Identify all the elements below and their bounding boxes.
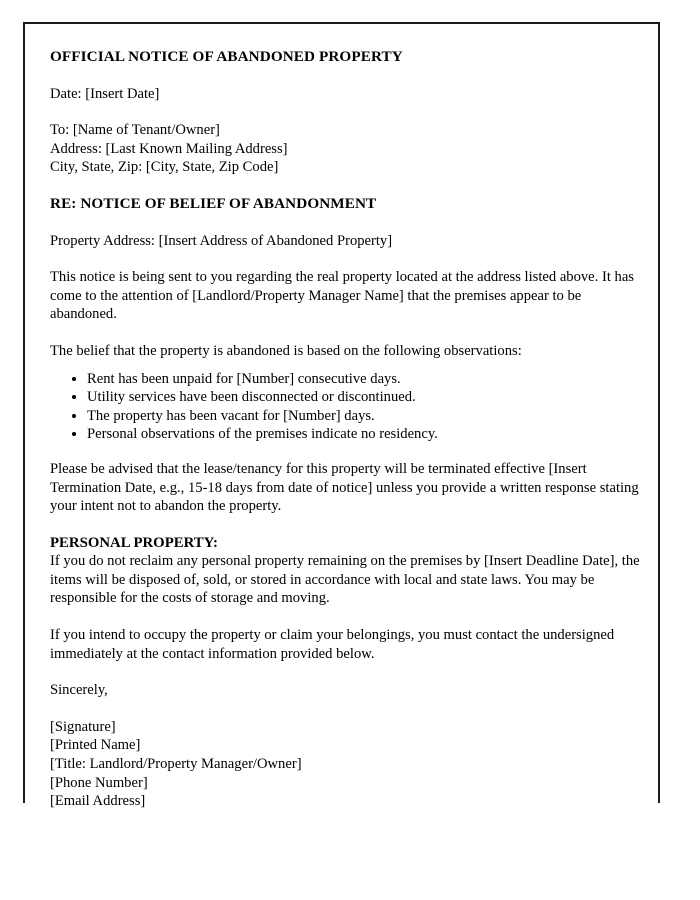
email-address-line: [Email Address] [50,793,146,810]
list-item: • Utility services have been disconnected or discontinued. [87,388,642,407]
printed-name-line: [Printed Name] [50,737,141,754]
recipient-address-line: Address: [Last Known Mailing Address] [50,140,288,157]
personal-property-paragraph: If you do not reclaim any personal property remaining on the premises by [Insert Deadline Date], the items will be disposed of, sold, or stored in accordance with local and state laws. You may be responsible for the costs of storage and moving. [50,553,640,607]
recipient-to-line: To: [Name of Tenant/Owner] [50,122,220,139]
property-address-line: Property Address: [Insert Address of Abandoned Property] [50,232,393,249]
contact-paragraph: If you intend to occupy the property or claim your belongings, you must contact the undersigned immediately at the contact information provided below. [50,627,615,662]
termination-paragraph: Please be advised that the lease/tenancy for this property will be terminated effective [Insert Termination Date, e.g., 15-18 days from date of notice] unless you provide a written response stating your intent not to abandon the property. [50,460,639,515]
list-item: • Rent has been unpaid for [Number] consecutive days. [87,370,642,389]
signature-line: [Signature] [50,718,116,735]
page-title: OFFICIAL NOTICE OF ABANDONED PROPERTY [50,48,403,65]
list-item: • Personal observations of the premises indicate no residency. [87,425,642,444]
recipient-city-state-zip-line: City, State, Zip: [City, State, Zip Code] [50,159,279,176]
observations-list [50,370,642,444]
observations-lead-paragraph: The belief that the property is abandoned is based on the following observations: [50,342,522,359]
title-line: [Title: Landlord/Property Manager/Owner] [50,756,302,773]
signature-block [50,718,642,811]
date-line: Date: [Insert Date] [50,85,160,102]
document-page [23,22,660,810]
closing-line: Sincerely, [50,682,108,699]
list-item: • The property has been vacant for [Number] days. [87,407,642,426]
personal-property-heading: PERSONAL PROPERTY: [50,534,218,551]
phone-number-line: [Phone Number] [50,774,148,791]
intro-paragraph: This notice is being sent to you regarding the real property located at the address listed above. It has come to the attention of [Landlord/Property Manager Name] that the premises appear to be abandoned. [50,269,634,323]
recipient-block [50,121,642,177]
re-subject-heading: RE: NOTICE OF BELIEF OF ABANDONMENT [50,194,377,212]
document-body [50,48,642,829]
